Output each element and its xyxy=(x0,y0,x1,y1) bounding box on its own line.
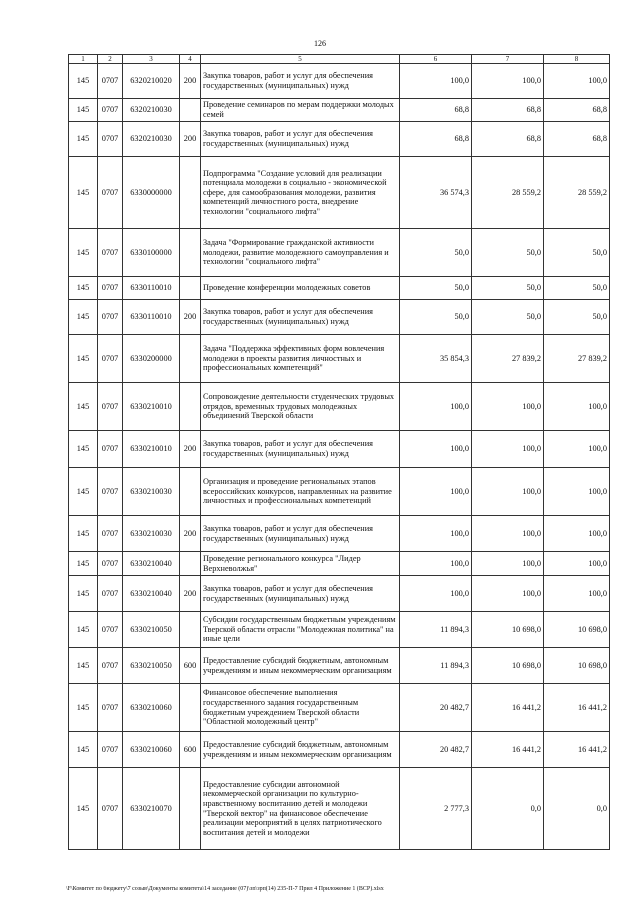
cell-c3: 6330210010 xyxy=(123,383,180,431)
cell-c5: Сопровождение деятельности студенческих трудовых отрядов, временных трудовых молодежных объединений Тверской области xyxy=(201,383,400,431)
cell-c6: 35 854,3 xyxy=(400,335,472,383)
cell-c2: 0707 xyxy=(98,157,123,229)
cell-c1: 145 xyxy=(69,468,98,516)
header-cell: 6 xyxy=(400,55,472,64)
cell-c1: 145 xyxy=(69,229,98,277)
cell-c8: 10 698,0 xyxy=(544,648,610,684)
cell-c4: 200 xyxy=(180,300,201,335)
cell-c4 xyxy=(180,229,201,277)
table-row xyxy=(69,335,610,383)
cell-c8: 16 441,2 xyxy=(544,732,610,768)
header-cell: 4 xyxy=(180,55,201,64)
cell-c1: 145 xyxy=(69,684,98,732)
cell-c7: 10 698,0 xyxy=(472,648,544,684)
table-row xyxy=(69,122,610,157)
table-row xyxy=(69,277,610,300)
cell-c2: 0707 xyxy=(98,64,123,99)
cell-c4 xyxy=(180,157,201,229)
cell-c8: 100,0 xyxy=(544,516,610,552)
cell-c8: 68,8 xyxy=(544,122,610,157)
cell-c4: 200 xyxy=(180,576,201,612)
cell-c5: Закупка товаров, работ и услуг для обеспечения государственных (муниципальных) нужд xyxy=(201,122,400,157)
file-path-footer: \F\Комитет по бюджету\7 созыв\Документы комитета\14 заседание (07)\зп\зрп(14) 235-П-7 Прил 4 Приложение 1 (ВСР).xlsx xyxy=(66,886,384,892)
table-row xyxy=(69,468,610,516)
cell-c2: 0707 xyxy=(98,516,123,552)
cell-c2: 0707 xyxy=(98,648,123,684)
cell-c3: 6330200000 xyxy=(123,335,180,383)
cell-c6: 100,0 xyxy=(400,468,472,516)
cell-c4 xyxy=(180,768,201,850)
cell-c3: 6320210030 xyxy=(123,122,180,157)
cell-c4 xyxy=(180,277,201,300)
cell-c2: 0707 xyxy=(98,99,123,122)
header-cell: 5 xyxy=(201,55,400,64)
cell-c7: 50,0 xyxy=(472,229,544,277)
cell-c5: Предоставление субсидии автономной некоммерческой организации по культурно-нравственному воспитанию детей и молодежи "Тверской вектор" на финансовое обеспечение реализации мероприятий в целях патриотического воспитания детей и молодежи xyxy=(201,768,400,850)
cell-c5: Закупка товаров, работ и услуг для обеспечения государственных (муниципальных) нужд xyxy=(201,64,400,99)
cell-c1: 145 xyxy=(69,431,98,468)
cell-c6: 68,8 xyxy=(400,122,472,157)
cell-c3: 6330110010 xyxy=(123,300,180,335)
cell-c6: 100,0 xyxy=(400,552,472,576)
cell-c1: 145 xyxy=(69,64,98,99)
cell-c6: 100,0 xyxy=(400,516,472,552)
cell-c5: Предоставление субсидий бюджетным, автономным учреждениям и иным некоммерческим организациям xyxy=(201,732,400,768)
cell-c3: 6330100000 xyxy=(123,229,180,277)
cell-c1: 145 xyxy=(69,277,98,300)
cell-c1: 145 xyxy=(69,383,98,431)
cell-c4: 600 xyxy=(180,648,201,684)
cell-c1: 145 xyxy=(69,516,98,552)
cell-c7: 16 441,2 xyxy=(472,684,544,732)
cell-c3: 6330210040 xyxy=(123,552,180,576)
cell-c8: 100,0 xyxy=(544,383,610,431)
cell-c6: 50,0 xyxy=(400,300,472,335)
cell-c5: Задача "Формирование гражданской активности молодежи, развитие молодежного самоуправления и технологии "социального лифта" xyxy=(201,229,400,277)
cell-c2: 0707 xyxy=(98,768,123,850)
cell-c7: 28 559,2 xyxy=(472,157,544,229)
table-row xyxy=(69,157,610,229)
cell-c8: 50,0 xyxy=(544,277,610,300)
cell-c7: 100,0 xyxy=(472,431,544,468)
header-cell: 1 xyxy=(69,55,98,64)
cell-c4: 200 xyxy=(180,122,201,157)
cell-c5: Проведение конференции молодежных советов xyxy=(201,277,400,300)
cell-c6: 20 482,7 xyxy=(400,684,472,732)
cell-c2: 0707 xyxy=(98,300,123,335)
cell-c3: 6330210010 xyxy=(123,431,180,468)
cell-c1: 145 xyxy=(69,552,98,576)
cell-c6: 11 894,3 xyxy=(400,648,472,684)
cell-c2: 0707 xyxy=(98,122,123,157)
table-row xyxy=(69,431,610,468)
cell-c6: 36 574,3 xyxy=(400,157,472,229)
cell-c3: 6320210020 xyxy=(123,64,180,99)
table-row xyxy=(69,552,610,576)
cell-c1: 145 xyxy=(69,768,98,850)
cell-c1: 145 xyxy=(69,335,98,383)
cell-c6: 100,0 xyxy=(400,576,472,612)
cell-c1: 145 xyxy=(69,612,98,648)
cell-c1: 145 xyxy=(69,157,98,229)
cell-c7: 100,0 xyxy=(472,576,544,612)
cell-c2: 0707 xyxy=(98,732,123,768)
cell-c6: 100,0 xyxy=(400,383,472,431)
cell-c7: 100,0 xyxy=(472,64,544,99)
cell-c3: 6330210060 xyxy=(123,732,180,768)
cell-c2: 0707 xyxy=(98,468,123,516)
table-row xyxy=(69,516,610,552)
header-cell: 3 xyxy=(123,55,180,64)
cell-c6: 100,0 xyxy=(400,64,472,99)
header-cell: 2 xyxy=(98,55,123,64)
cell-c5: Подпрограмма "Создание условий для реализации потенциала молодежи в социально - экономической сфере, для самообразования молодежи, развития компетенций личностного роста, внедрение технологии "социального лифта" xyxy=(201,157,400,229)
cell-c4 xyxy=(180,552,201,576)
cell-c2: 0707 xyxy=(98,552,123,576)
cell-c8: 0,0 xyxy=(544,768,610,850)
cell-c4: 200 xyxy=(180,516,201,552)
cell-c7: 100,0 xyxy=(472,552,544,576)
cell-c8: 100,0 xyxy=(544,552,610,576)
cell-c5: Предоставление субсидий бюджетным, автономным учреждениям и иным некоммерческим организациям xyxy=(201,648,400,684)
cell-c1: 145 xyxy=(69,99,98,122)
cell-c2: 0707 xyxy=(98,684,123,732)
cell-c3: 6330210030 xyxy=(123,516,180,552)
cell-c4 xyxy=(180,383,201,431)
cell-c8: 50,0 xyxy=(544,300,610,335)
cell-c2: 0707 xyxy=(98,335,123,383)
table-row xyxy=(69,648,610,684)
table-row xyxy=(69,576,610,612)
cell-c7: 0,0 xyxy=(472,768,544,850)
cell-c8: 50,0 xyxy=(544,229,610,277)
cell-c4 xyxy=(180,99,201,122)
cell-c8: 28 559,2 xyxy=(544,157,610,229)
cell-c2: 0707 xyxy=(98,277,123,300)
cell-c6: 2 777,3 xyxy=(400,768,472,850)
cell-c5: Закупка товаров, работ и услуг для обеспечения государственных (муниципальных) нужд xyxy=(201,516,400,552)
header-row xyxy=(69,55,610,64)
cell-c4 xyxy=(180,612,201,648)
cell-c8: 16 441,2 xyxy=(544,684,610,732)
cell-c5: Организация и проведение региональных этапов всероссийских конкурсов, направленных на развитие личностных и профессиональных компетенций xyxy=(201,468,400,516)
cell-c6: 11 894,3 xyxy=(400,612,472,648)
budget-table xyxy=(68,54,610,850)
cell-c3: 6320210030 xyxy=(123,99,180,122)
table-row xyxy=(69,768,610,850)
cell-c8: 100,0 xyxy=(544,576,610,612)
cell-c6: 50,0 xyxy=(400,277,472,300)
cell-c7: 100,0 xyxy=(472,383,544,431)
cell-c8: 27 839,2 xyxy=(544,335,610,383)
cell-c8: 100,0 xyxy=(544,64,610,99)
cell-c4: 200 xyxy=(180,64,201,99)
cell-c8: 100,0 xyxy=(544,431,610,468)
cell-c2: 0707 xyxy=(98,612,123,648)
cell-c2: 0707 xyxy=(98,229,123,277)
table-row xyxy=(69,732,610,768)
table-row xyxy=(69,229,610,277)
cell-c5: Закупка товаров, работ и услуг для обеспечения государственных (муниципальных) нужд xyxy=(201,300,400,335)
cell-c3: 6330210060 xyxy=(123,684,180,732)
header-cell: 7 xyxy=(472,55,544,64)
cell-c8: 68,8 xyxy=(544,99,610,122)
cell-c5: Закупка товаров, работ и услуг для обеспечения государственных (муниципальных) нужд xyxy=(201,431,400,468)
cell-c3: 6330000000 xyxy=(123,157,180,229)
cell-c4 xyxy=(180,684,201,732)
cell-c5: Проведение семинаров по мерам поддержки молодых семей xyxy=(201,99,400,122)
cell-c3: 6330210070 xyxy=(123,768,180,850)
cell-c6: 100,0 xyxy=(400,431,472,468)
cell-c3: 6330210040 xyxy=(123,576,180,612)
cell-c2: 0707 xyxy=(98,576,123,612)
cell-c2: 0707 xyxy=(98,431,123,468)
cell-c5: Субсидии государственным бюджетным учреждениям Тверской области отрасли "Молодежная политика" на иные цели xyxy=(201,612,400,648)
cell-c5: Финансовое обеспечение выполнения государственного задания государственным бюджетным учреждением Тверской области "Областной молодежный центр" xyxy=(201,684,400,732)
cell-c1: 145 xyxy=(69,300,98,335)
cell-c1: 145 xyxy=(69,732,98,768)
table-row xyxy=(69,612,610,648)
cell-c3: 6330110010 xyxy=(123,277,180,300)
cell-c7: 68,8 xyxy=(472,99,544,122)
cell-c4: 600 xyxy=(180,732,201,768)
cell-c1: 145 xyxy=(69,576,98,612)
cell-c7: 16 441,2 xyxy=(472,732,544,768)
table-row xyxy=(69,383,610,431)
header-cell: 8 xyxy=(544,55,610,64)
cell-c8: 100,0 xyxy=(544,468,610,516)
cell-c6: 50,0 xyxy=(400,229,472,277)
cell-c6: 20 482,7 xyxy=(400,732,472,768)
cell-c7: 50,0 xyxy=(472,300,544,335)
cell-c7: 10 698,0 xyxy=(472,612,544,648)
table-row xyxy=(69,684,610,732)
cell-c3: 6330210050 xyxy=(123,612,180,648)
cell-c3: 6330210050 xyxy=(123,648,180,684)
table-row xyxy=(69,300,610,335)
cell-c5: Задача "Поддержка эффективных форм вовлечения молодежи в проекты развития личностных и профессиональных компетенций" xyxy=(201,335,400,383)
cell-c7: 100,0 xyxy=(472,468,544,516)
cell-c8: 10 698,0 xyxy=(544,612,610,648)
page-number: 126 xyxy=(314,39,326,48)
cell-c3: 6330210030 xyxy=(123,468,180,516)
table-row xyxy=(69,64,610,99)
cell-c7: 50,0 xyxy=(472,277,544,300)
cell-c6: 68,8 xyxy=(400,99,472,122)
cell-c7: 100,0 xyxy=(472,516,544,552)
cell-c7: 27 839,2 xyxy=(472,335,544,383)
cell-c2: 0707 xyxy=(98,383,123,431)
cell-c4 xyxy=(180,335,201,383)
cell-c4: 200 xyxy=(180,431,201,468)
cell-c7: 68,8 xyxy=(472,122,544,157)
cell-c5: Проведение регионального конкурса "Лидер Верхневолжья" xyxy=(201,552,400,576)
cell-c1: 145 xyxy=(69,648,98,684)
cell-c4 xyxy=(180,468,201,516)
table-row xyxy=(69,99,610,122)
cell-c5: Закупка товаров, работ и услуг для обеспечения государственных (муниципальных) нужд xyxy=(201,576,400,612)
cell-c1: 145 xyxy=(69,122,98,157)
